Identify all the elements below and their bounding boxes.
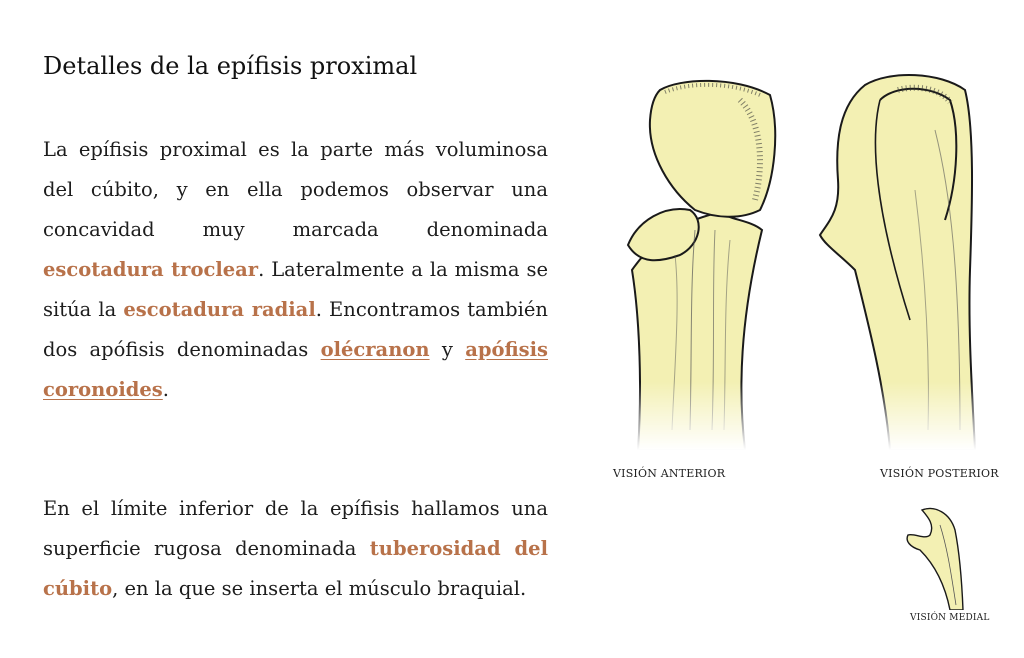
paragraph-text: y — [429, 338, 466, 361]
paragraph-tuberosity — [43, 489, 548, 609]
ulna-medial-view-illustration — [900, 505, 970, 610]
caption-vision-posterior: VISIÓN POSTERIOR — [880, 467, 999, 480]
link-apofisis-coronoides[interactable]: apófisis coronoides — [43, 338, 549, 401]
term-tuberosidad-del-cubito: tuberosidad del cúbito — [43, 537, 548, 600]
paragraph-text: En el límite inferior de la epífisis hallamos una superficie rugosa denominada — [43, 497, 548, 560]
paragraph-text: . — [162, 378, 169, 401]
caption-vision-medial: VISIÓN MEDIAL — [910, 613, 990, 623]
paragraph-proximal-epiphysis — [43, 130, 548, 410]
paragraph-text: . Lateralmente a la misma se sitúa la — [43, 258, 548, 321]
term-escotadura-radial: escotadura radial — [123, 298, 316, 321]
ulna-anterior-view-illustration — [620, 70, 790, 450]
paragraph-text: . Encontramos también dos apófisis denominadas — [43, 298, 548, 361]
paragraph-text: , en la que se inserta el músculo braquial. — [112, 577, 527, 600]
caption-vision-anterior: VISIÓN ANTERIOR — [613, 467, 726, 480]
link-olecranon[interactable]: olécranon — [320, 338, 430, 361]
term-escotadura-troclear: escotadura troclear — [43, 258, 259, 281]
ulna-posterior-view-illustration — [810, 70, 985, 450]
page-title: Detalles de la epífisis proximal — [43, 52, 418, 80]
paragraph-text: La epífisis proximal es la parte más voluminosa del cúbito, y en ella podemos observar una concavidad muy marcada denominada — [43, 138, 548, 241]
